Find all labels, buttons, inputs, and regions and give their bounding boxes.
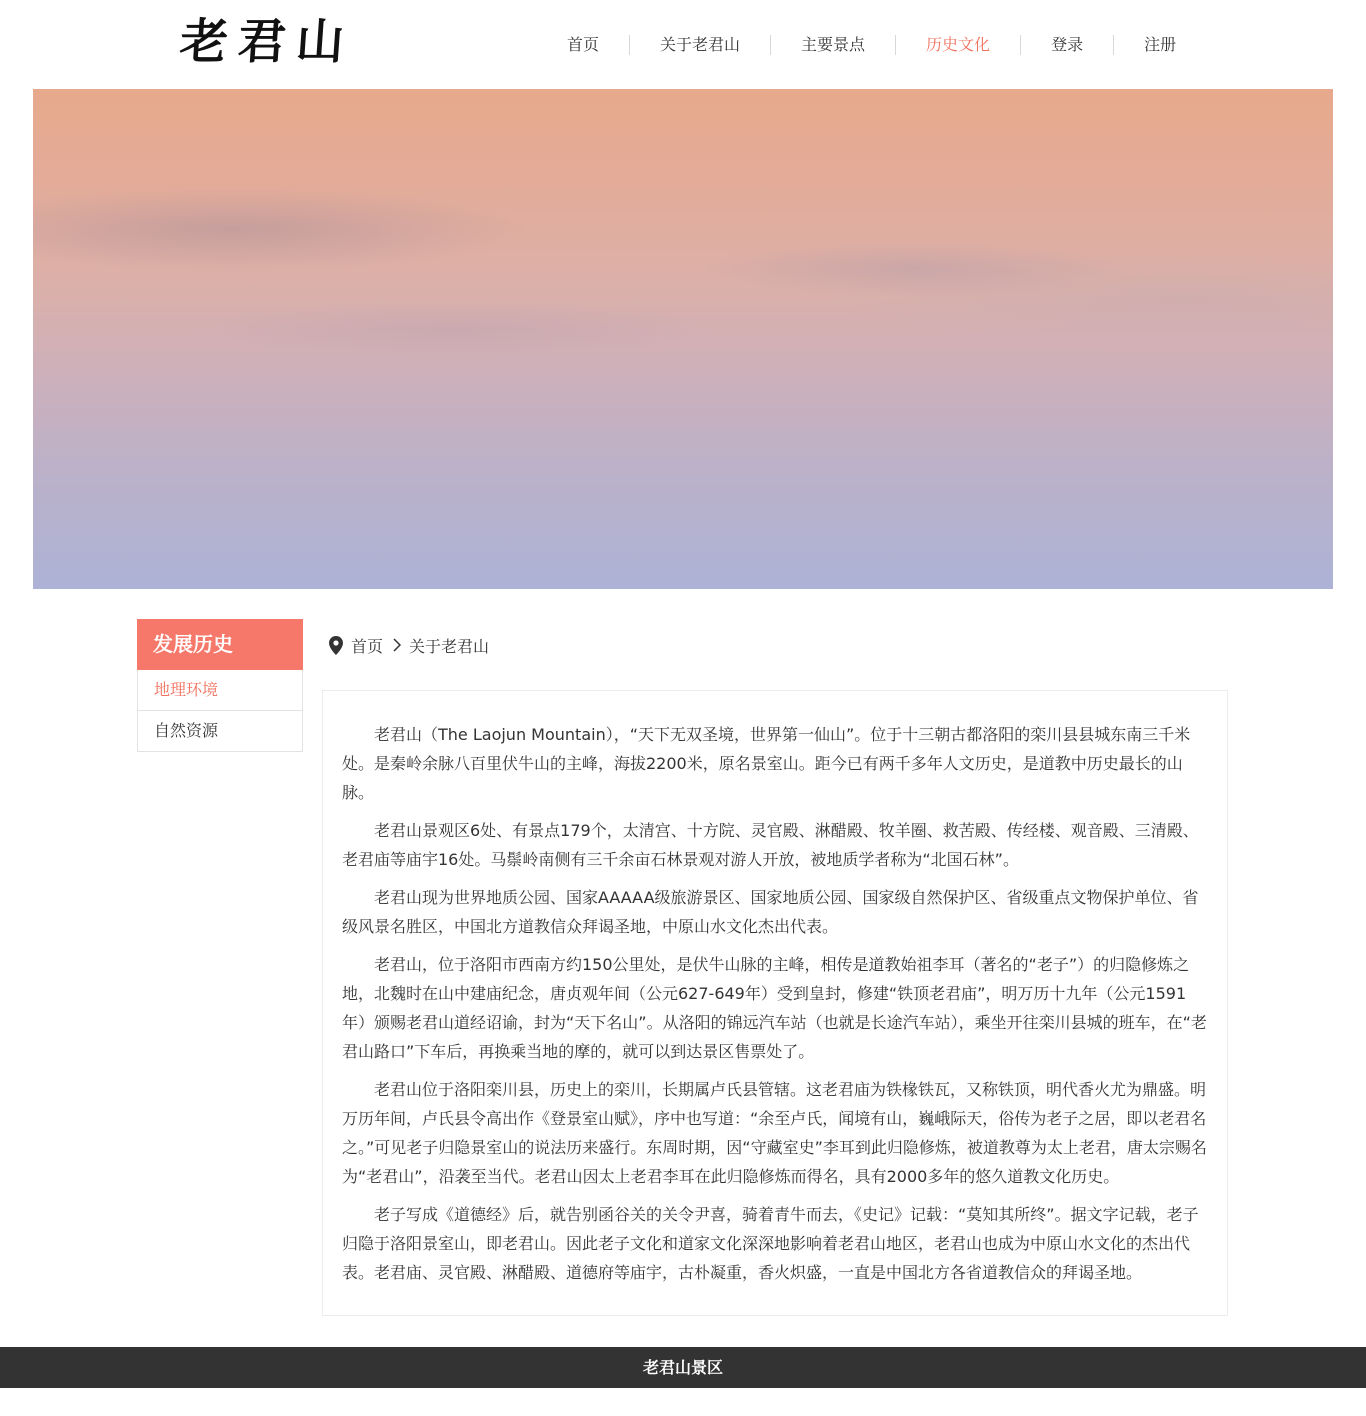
hero-banner-image — [33, 89, 1333, 589]
breadcrumb-current: 关于老君山 — [409, 636, 490, 656]
nav-item-register[interactable]: 注册 — [1144, 35, 1177, 54]
sidebar-item-natural-resources[interactable]: 自然资源 — [138, 710, 302, 751]
site-footer — [0, 1347, 1366, 1388]
nav-item-home[interactable]: 首页 — [567, 35, 600, 54]
site-header — [0, 0, 1366, 89]
sidebar — [137, 619, 303, 752]
breadcrumb-home-link[interactable]: 首页 — [351, 636, 384, 656]
nav-item-attractions[interactable]: 主要景点 — [801, 35, 866, 54]
site-logo[interactable]: 老君山 — [178, 14, 356, 70]
footer-text: 老君山景区 — [642, 1358, 723, 1377]
chevron-right-icon — [393, 638, 401, 652]
location-pin-icon — [329, 636, 343, 655]
nav-item-login[interactable]: 登录 — [1051, 35, 1084, 54]
article-paragraph: 老君山，位于洛阳市西南方约150公里处，是伏牛山脉的主峰，相传是道教始祖李耳（著名的“老子”）的归隐修炼之地，北魏时在山中建庙纪念，唐贞观年间（公元627-649年）受到皇封，修建“铁顶老君庙”，明万历十九年（公元1591年）颁赐老君山道经诏谕，封为“天下名山”。从洛阳的锦远汽车站（也就是长途汽车站），乘坐开往栾川县城的班车，在“老君山路口”下车后，再换乘当地的摩的，就可以到达景区售票处了。 — [342, 955, 1207, 1061]
nav-item-history-culture[interactable]: 历史文化 — [926, 35, 991, 54]
breadcrumb — [329, 631, 489, 659]
sidebar-title: 发展历史 — [137, 619, 303, 670]
article-paragraph: 老君山（The Laojun Mountain），“天下无双圣境，世界第一仙山”。位于十三朝古都洛阳的栾川县县城东南三千米处。是秦岭余脉八百里伏牛山的主峰，海拔2200米，原名景室山。距今已有两千多年人文历史，是道教中历史最长的山脉。 — [342, 725, 1191, 802]
sidebar-item-geography[interactable]: 地理环境 — [154, 680, 219, 699]
main-nav — [537, 30, 1206, 60]
nav-item-about[interactable]: 关于老君山 — [660, 35, 741, 54]
article-paragraph: 老君山现为世界地质公园、国家AAAAA级旅游景区、国家地质公园、国家级自然保护区、省级重点文物保护单位、省级风景名胜区，中国北方道教信众拜谒圣地，中原山水文化杰出代表。 — [342, 888, 1199, 936]
article-content — [322, 690, 1228, 1316]
article-paragraph: 老子写成《道德经》后，就告别函谷关的关令尹喜，骑着青牛而去，《史记》记载：“莫知其所终”。据文字记载，老子归隐于洛阳景室山，即老君山。因此老子文化和道家文化深深地影响着老君山地区，老君山也成为中原山水文化的杰出代表。老君庙、灵官殿、淋醋殿、道德府等庙宇，古朴凝重，香火炽盛，一直是中国北方各省道教信众的拜谒圣地。 — [342, 1205, 1199, 1282]
sidebar-list — [137, 670, 303, 752]
article-paragraph: 老君山景观区6处、有景点179个，太清宫、十方院、灵官殿、淋醋殿、牧羊圈、救苦殿、传经楼、观音殿、三清殿、老君庙等庙宇16处。马鬃岭南侧有三千余亩石林景观对游人开放，被地质学者称为“北国石林”。 — [342, 821, 1199, 869]
article-paragraph: 老君山位于洛阳栾川县，历史上的栾川，长期属卢氏县管辖。这老君庙为铁椽铁瓦，又称铁顶，明代香火尤为鼎盛。明万历年间，卢氏县令高出作《登景室山赋》，序中也写道：“余至卢氏，闻境有山，巍峨际天，俗传为老子之居，即以老君名之。”可见老子归隐景室山的说法历来盛行。东周时期，因“守藏室史”李耳到此归隐修炼，被道教尊为太上老君，唐太宗赐名为“老君山”，沿袭至当代。老君山因太上老君李耳在此归隐修炼而得名，具有2000多年的悠久道教文化历史。 — [342, 1080, 1207, 1186]
